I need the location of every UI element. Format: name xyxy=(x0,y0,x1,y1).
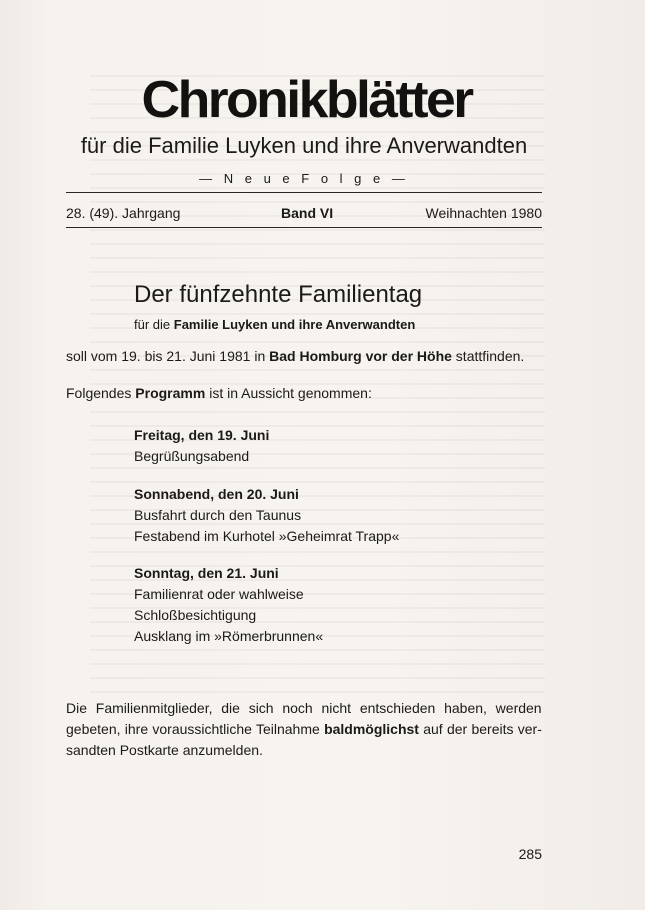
program-day-friday xyxy=(134,425,269,467)
page-number: 285 xyxy=(518,846,542,862)
program-before: Folgendes xyxy=(66,385,136,401)
masthead-subtitle: für die Familie Luyken und ihre Anverwandten xyxy=(80,133,528,158)
subheading-prefix: für die xyxy=(134,317,174,332)
issue-year: 28. (49). Jahrgang xyxy=(66,205,181,221)
day-item: Schloßbesichtigung xyxy=(134,607,257,623)
issue-season: Weihnachten 1980 xyxy=(425,205,542,221)
closing-line-2 xyxy=(66,719,542,740)
day-item: Festabend im Kurhotel »Geheimrat Trapp« xyxy=(134,528,400,544)
day-item: Begrüßungsabend xyxy=(134,448,250,464)
schedule-place: Bad Homburg vor der Höhe xyxy=(269,348,452,364)
masthead-title: Chronikblätter xyxy=(141,71,472,129)
closing-line-1 xyxy=(66,698,542,719)
header-rule-top xyxy=(66,192,542,193)
program-day-saturday xyxy=(134,484,399,547)
article-subheading xyxy=(134,316,415,334)
closing-line-2-after: auf der bereits ver- xyxy=(418,721,542,737)
issue-volume: Band VI xyxy=(281,205,334,221)
schedule-paragraph xyxy=(66,347,524,365)
program-day-sunday xyxy=(134,563,323,647)
day-title: Freitag, den 19. Juni xyxy=(134,427,270,443)
schedule-after: stattfinden. xyxy=(451,348,525,364)
program-bold: Programm xyxy=(135,385,206,401)
program-paragraph xyxy=(66,384,372,402)
issue-info-line xyxy=(66,204,542,222)
subheading-bold: Familie Luyken und ihre Anverwandten xyxy=(173,317,416,332)
closing-line-2-before: gebeten, ihre voraussichtliche Teilnahme xyxy=(66,721,325,737)
header-rule-bottom xyxy=(66,227,542,228)
closing-paragraph xyxy=(66,698,542,761)
closing-line-2-bold: baldmöglichst xyxy=(324,721,419,737)
day-item: Familienrat oder wahlweise xyxy=(134,586,304,602)
schedule-before: soll vom 19. bis 21. Juni 1981 in xyxy=(66,348,270,364)
closing-line-1-text: Die Familienmitglieder, die sich noch nicht entschieden haben, werden xyxy=(66,700,542,716)
closing-line-3: sandten Postkarte anzumelden. xyxy=(66,742,263,758)
day-item: Ausklang im »Römerbrunnen« xyxy=(134,628,324,644)
program-after: ist in Aussicht genommen: xyxy=(205,385,372,401)
masthead-series: — N e u e F o l g e — xyxy=(199,171,409,186)
article-heading: Der fünfzehnte Familientag xyxy=(134,281,423,308)
day-title: Sonntag, den 21. Juni xyxy=(134,565,279,581)
day-item: Busfahrt durch den Taunus xyxy=(134,507,302,523)
day-title: Sonnabend, den 20. Juni xyxy=(134,486,299,502)
